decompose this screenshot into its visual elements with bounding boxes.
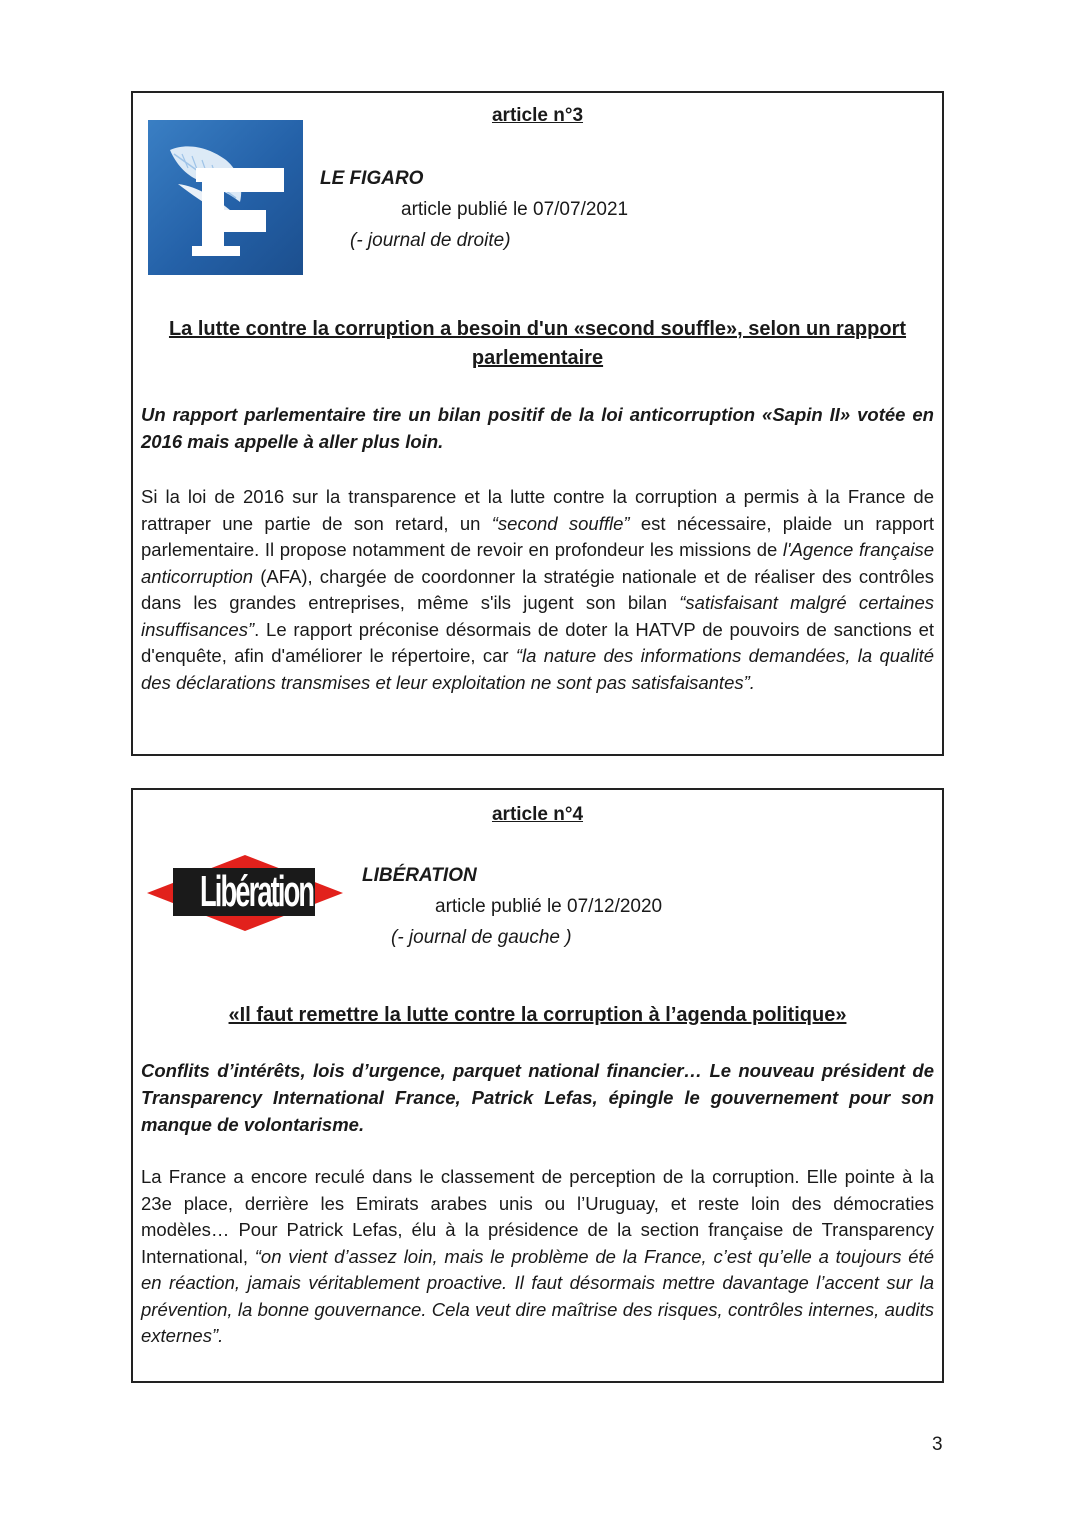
body-segment: (AFA), chargée de coordonner la stratégie nationale et de réaliser des contrôles dans les grandes entreprises, même s'ils jugent son bilan (141, 565, 934, 613)
political-leaning: (- journal de gauche ) (391, 927, 572, 948)
article-3-card (131, 91, 944, 756)
newspaper-name: LE FIGARO (320, 168, 424, 189)
body-segment: . Le rapport préconise désormais de doter la HATVP de pouvoirs de sanctions et d'enquête, afin d'améliorer le répertoire, car (141, 618, 934, 666)
article-4-heading: article n°4 (491, 804, 584, 825)
body-segment: est nécessaire, plaide un rapport parlementaire. Il propose notamment de revoir en profondeur les missions de (141, 512, 935, 560)
body-segment: “la nature des informations demandées, la qualité des déclarations transmises et leur exploitation ne sont pas satisfaisantes”. (141, 645, 934, 693)
article-4-card (131, 788, 944, 1383)
publication-date: article publié le 07/07/2021 (401, 199, 629, 220)
page-number: 3 (932, 1434, 943, 1455)
newspaper-name: LIBÉRATION (362, 865, 477, 886)
body-segment: l'Agence française anticorruption (141, 539, 935, 587)
article-3-body (141, 484, 934, 696)
le-figaro-logo (148, 120, 303, 275)
article-4-lead: Conflits d’intérêts, lois d’urgence, parquet national financier… Le nouveau président de Transparency International France, Patrick Lefas, épingle le gouvernement pour son manque de volontarisme. (141, 1060, 934, 1135)
body-segment: “on vient d’assez loin, mais le problème de la France, c’est qu’elle a toujours été en réaction, jamais véritablement proactive. Il faut désormais mettre davantage l’accent sur la prévention, la bonne gouvernance. Cela veut dire maîtrise des risques, contrôles internes, audits externes”. (141, 1245, 934, 1346)
article-3-title: La lutte contre la corruption a besoin d'un «second souffle», selon un rapport parlementaire (168, 318, 907, 369)
article-3-lead: Un rapport parlementaire tire un bilan positif de la loi anticorruption «Sapin II» votée en 2016 mais appelle à aller plus loin. (141, 404, 934, 452)
article-4-title: «Il faut remettre la lutte contre la corruption à l’agenda politique» (228, 1004, 847, 1026)
liberation-wordmark: Libération (199, 867, 314, 916)
political-leaning: (- journal de droite) (350, 230, 511, 251)
publication-date: article publié le 07/12/2020 (435, 896, 663, 917)
liberation-logo (147, 853, 343, 933)
body-segment: “satisfaisant malgré certaines insuffisances” (141, 592, 934, 640)
body-segment: “second souffle” (491, 512, 630, 534)
body-segment: La France a encore reculé dans le classement de perception de la corruption. Elle pointe à la 23e place, derrière les Emirats arabes unis ou l’Uruguay, et reste loin des démocraties modèles… Pour Patrick Lefas, élu à la présidence de la section française de Transparency International, (141, 1166, 934, 1267)
article-3-heading: article n°3 (491, 105, 584, 126)
body-segment: Si la loi de 2016 sur la transparence et la lutte contre la corruption a permis à la France de rattraper une partie de son retard, un (141, 486, 934, 534)
figaro-feather-icon (148, 120, 303, 275)
article-4-body (141, 1164, 934, 1350)
